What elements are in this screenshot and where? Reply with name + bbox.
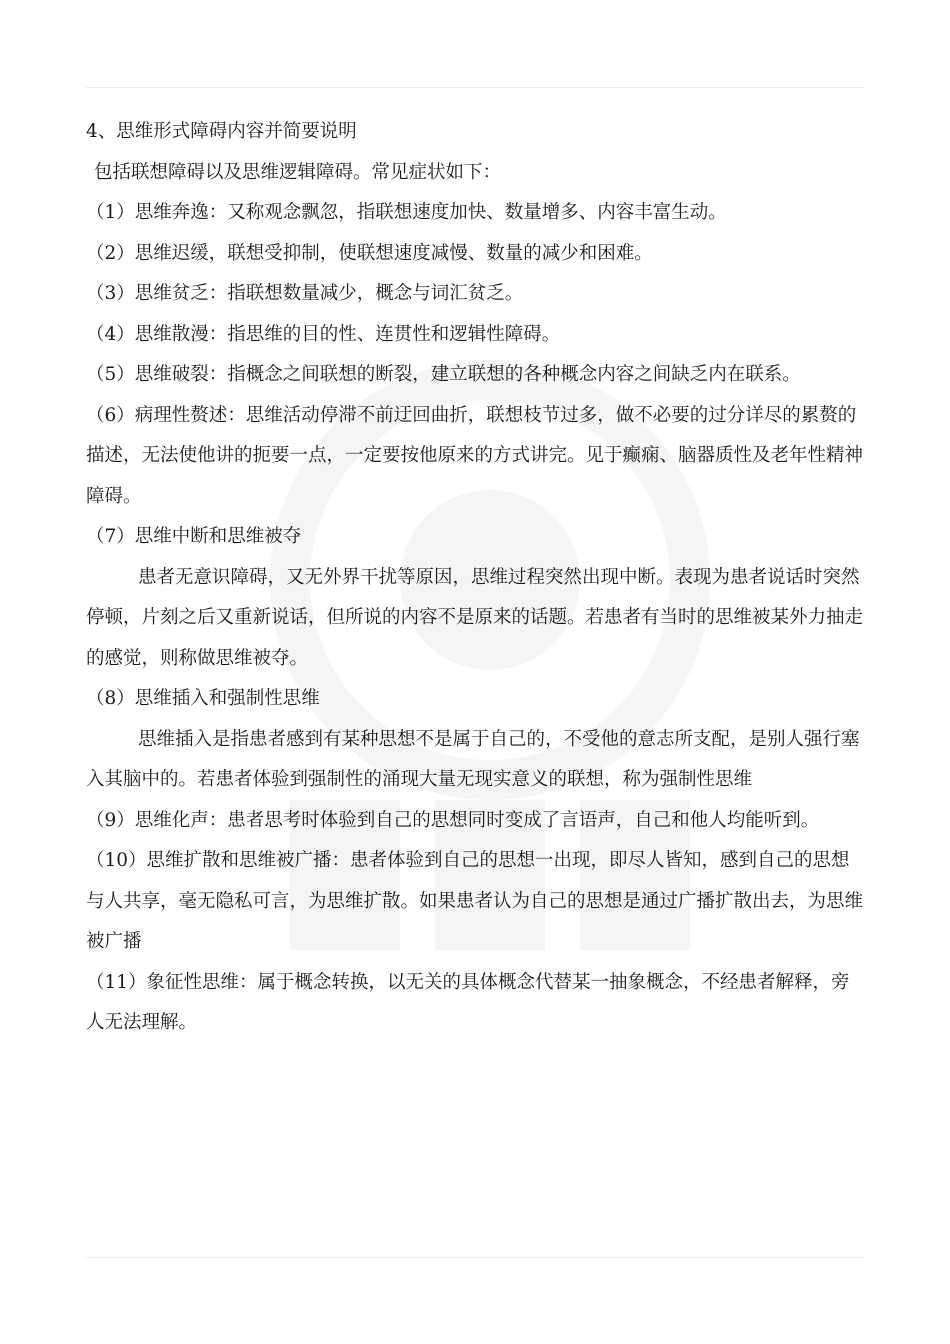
list-item: （10）思维扩散和思维被广播：患者体验到自己的思想一出现，即尽人皆知，感到自己的思想与人共享，毫无隐私可言，为思维扩散。如果患者认为自己的思想是通过广播扩散出去，为思维被广播 — [86, 850, 864, 952]
list-item: （9）思维化声：患者思考时体验到自己的思想同时变成了言语声，自己和他人均能听到。 — [86, 809, 820, 831]
top-divider — [86, 87, 864, 88]
list-item-heading: （7）思维中断和思维被夺 — [86, 526, 302, 547]
list-item-body: 患者无意识障碍，又无外界干扰等原因，思维过程突然出现中断。表现为患者说话时突然停顿，片刻之后又重新说话，但所说的内容不是原来的话题。若患者有当时的思维被某外力抽走的感觉，则称做思维被夺。 — [86, 566, 864, 669]
list-item: （1）思维奔逸：又称观念飘忽，指联想速度加快、数量增多、内容丰富生动。 — [86, 202, 727, 223]
list-item: （2）思维迟缓，联想受抑制，使联想速度减慢、数量的减少和困难。 — [86, 242, 653, 264]
list-item: （5）思维破裂：指概念之间联想的断裂，建立联想的各种概念内容之间缺乏内在联系。 — [86, 364, 801, 385]
list-item: （3）思维贫乏：指联想数量减少，概念与词汇贫乏。 — [86, 283, 524, 304]
intro-text: 包括联想障碍以及思维逻辑障碍。常见症状如下： — [94, 161, 502, 183]
list-item: （4）思维散漫：指思维的目的性、连贯性和逻辑性障碍。 — [86, 323, 561, 345]
bottom-divider — [86, 1257, 864, 1258]
section-heading: 4、思维形式障碍内容并简要说明 — [86, 121, 357, 142]
list-item-body: 思维插入是指患者感到有某种思想不是属于自己的，不受他的意志所支配，是别人强行塞入其脑中的。若患者体验到强制性的涌现大量无现实意义的联想，称为强制性思维 — [86, 728, 860, 790]
document-body — [86, 112, 864, 1044]
list-item: （11）象征性思维：属于概念转换，以无关的具体概念代替某一抽象概念，不经患者解释，旁人无法理解。 — [86, 971, 850, 1033]
list-item: （6）病理性赘述：思维活动停滞不前迂回曲折，联想枝节过多，做不必要的过分详尽的累赘的描述，无法使他讲的扼要一点，一定要按他原来的方式讲完。见于癫痫、脑器质性及老年性精神障碍。 — [86, 404, 864, 507]
list-item-heading: （8）思维插入和强制性思维 — [86, 688, 320, 709]
